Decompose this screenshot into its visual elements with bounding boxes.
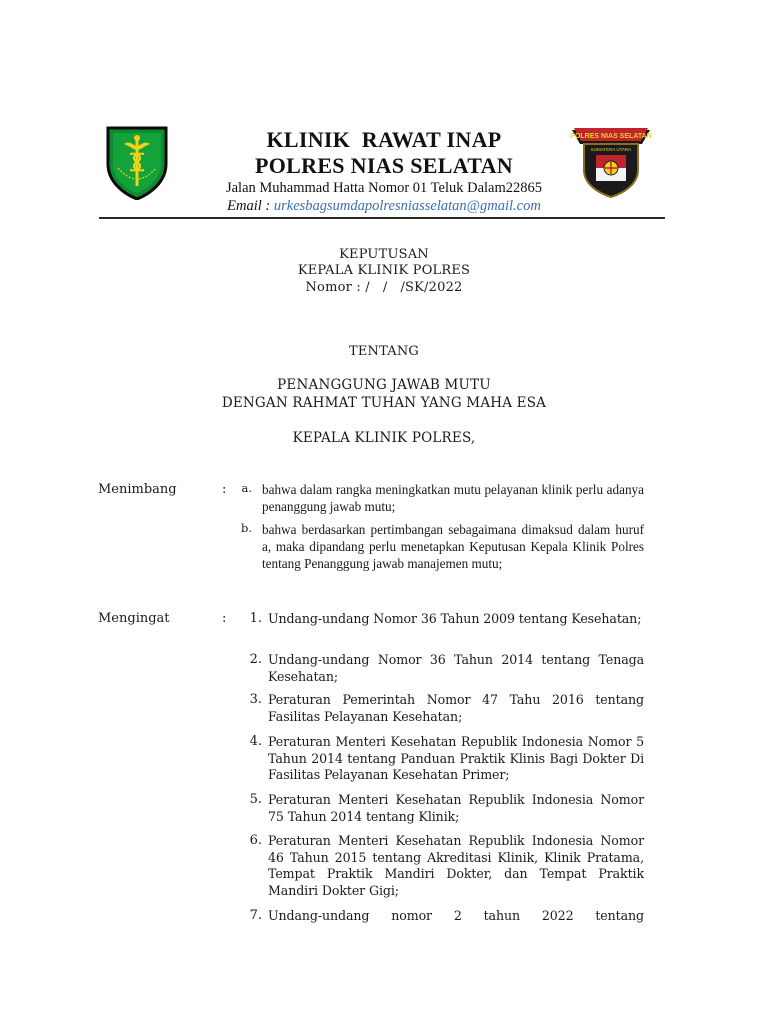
item-text: Undang-undang nomor 2 tahun 2022 tentang — [268, 908, 644, 923]
item-text: Peraturan Menteri Kesehatan Republik Indonesia Nomor 46 Tahun 2015 tentang Akreditasi Klinik, Klinik Pratama, Tempat Praktik Mandiri Dokter, dan Tempat Praktik Mandiri Dokter Gigi; — [268, 833, 644, 898]
letterhead-address: Jalan Muhammad Hatta Nomor 01 Teluk Dalam22865 — [225, 180, 543, 196]
letterhead-title-line1: KLINIK RAWAT INAP — [266, 127, 502, 152]
logo-sub-text: SUMATERA UTARA — [590, 147, 632, 152]
letterhead-email-line — [0, 198, 768, 215]
decree-kepala: KEPALA KLINIK POLRES, — [292, 430, 476, 446]
item-text: bahwa dalam rangka meningkatkan mutu pelayanan klinik perlu adanya penanggung jawab mutu; — [262, 482, 644, 514]
item-marker: b. — [240, 521, 252, 535]
item-text: Peraturan Pemerintah Nomor 47 Tahu 2016 tentang Fasilitas Pelayanan Kesehatan; — [268, 692, 644, 724]
menimbang-label: Menimbang — [98, 482, 177, 497]
item-marker: 3. — [249, 692, 262, 707]
item-marker: a. — [241, 481, 252, 495]
mengingat-colon: : — [222, 611, 227, 626]
item-text: bahwa berdasarkan pertimbangan sebagaimana dimaksud dalam huruf a, maka dipandang perlu menetapkan Keputusan Kepala Klinik Polres tentang Penanggung jawab manajemen mutu; — [262, 522, 644, 571]
decree-subject: PENANGGUNG JAWAB MUTU — [277, 377, 491, 393]
item-marker: 5. — [249, 792, 262, 807]
decree-rahmat: DENGAN RAHMAT TUHAN YANG MAHA ESA — [221, 395, 547, 411]
item-marker: 4. — [249, 734, 262, 749]
menimbang-colon: : — [222, 482, 227, 497]
item-marker: 6. — [249, 833, 262, 848]
item-marker: 1. — [249, 611, 262, 626]
email-label: Email : — [227, 198, 274, 214]
item-marker: 7. — [249, 908, 262, 923]
mengingat-label: Mengingat — [98, 611, 170, 626]
decree-tentang: TENTANG — [348, 344, 420, 359]
logo-banner-text: POLRES NIAS SELATAN — [570, 133, 652, 140]
item-text: Peraturan Menteri Kesehatan Republik Indonesia Nomor 75 Tahun 2014 tentang Klinik; — [268, 792, 644, 824]
email-link[interactable]: urkesbagsumdapolresniasselatan@gmail.com — [273, 198, 541, 214]
letterhead-title-line2: POLRES NIAS SELATAN — [255, 153, 513, 178]
item-marker: 2. — [249, 652, 262, 667]
item-text: Undang-undang Nomor 36 Tahun 2009 tentang Kesehatan; — [268, 611, 642, 626]
decree-number: Nomor : / / /SK/2022 — [305, 280, 463, 295]
item-text: Peraturan Menteri Kesehatan Republik Indonesia Nomor 5 Tahun 2014 tentang Panduan Praktik Klinis Bagi Dokter Di Fasilitas Pelayanan Kesehatan Primer; — [268, 734, 644, 782]
decree-issuer: KEPALA KLINIK POLRES — [297, 263, 471, 278]
item-text: Undang-undang Nomor 36 Tahun 2014 tentang Tenaga Kesehatan; — [268, 652, 644, 684]
decree-heading: KEPUTUSAN — [339, 247, 429, 262]
letterhead-divider — [99, 217, 665, 219]
